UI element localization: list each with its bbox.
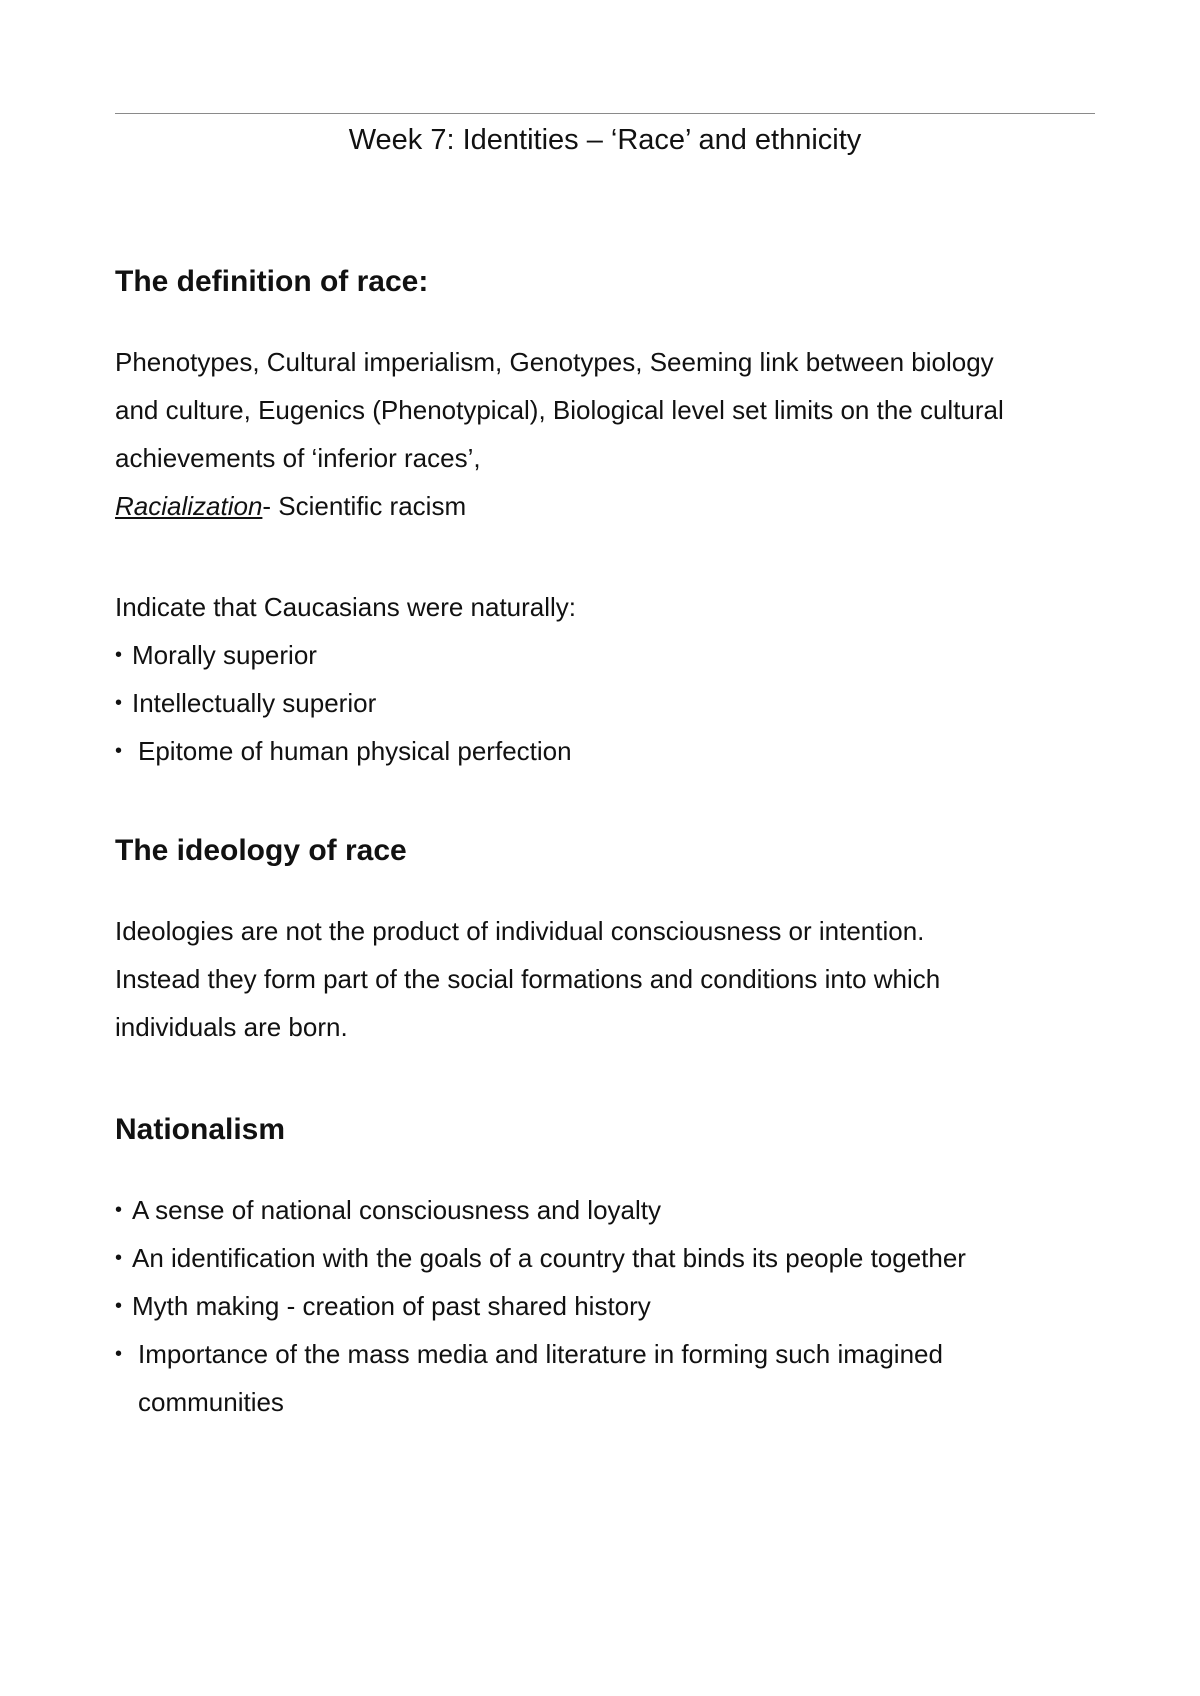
bullet-icon: • [115,644,123,666]
list-item [115,1330,1105,1426]
heading-ideology-of-race: The ideology of race [115,834,407,867]
paragraph-line: achievements of ‘inferior races’, [115,443,481,473]
nationalism-list-block [115,1186,1105,1426]
list-intro: Indicate that Caucasians were naturally: [115,592,577,622]
paragraph-line: Ideologies are not the product of individual consciousness or intention. [115,916,925,946]
list-item: • A sense of national consciousness and loyalty [115,1186,1105,1234]
list-item: • Epitome of human physical perfection [115,727,1105,775]
bullet-icon: • [115,1247,123,1269]
heading-definition-of-race: The definition of race: [115,265,429,298]
bullet-icon: • [115,1343,123,1365]
racialization-line [115,482,1105,530]
racialization-term: Racialization [115,491,263,521]
heading-nationalism: Nationalism [115,1113,286,1146]
bullet-icon: • [115,1199,123,1221]
document-title: Week 7: Identities – ‘Race’ and ethnicity [348,124,862,156]
caucasians-list-block [115,583,1105,775]
paragraph-definition-of-race [115,338,1105,530]
superiority-bullet-list [115,631,1105,775]
paragraph-line: Instead they form part of the social formations and conditions into which [115,964,941,994]
paragraph-line: individuals are born. [115,1012,348,1042]
bullet-icon: • [115,692,123,714]
bullet-icon: • [115,1295,123,1317]
racialization-rest: - Scientific racism [262,491,467,521]
list-item: • Morally superior [115,631,1105,679]
paragraph-line: and culture, Eugenics (Phenotypical), Biological level set limits on the cultural [115,395,1004,425]
list-item-line: communities [138,1387,284,1417]
list-item: • Myth making - creation of past shared history [115,1282,1105,1330]
header-divider [115,113,1095,114]
list-item-line: Importance of the mass media and literature in forming such imagined [138,1339,943,1369]
paragraph-line: Phenotypes, Cultural imperialism, Genotypes, Seeming link between biology [115,347,994,377]
bullet-icon: • [115,740,123,762]
list-item: • Intellectually superior [115,679,1105,727]
paragraph-ideology [115,907,1105,1051]
list-item: • An identification with the goals of a country that binds its people together [115,1234,1105,1282]
nationalism-bullet-list [115,1186,1105,1426]
